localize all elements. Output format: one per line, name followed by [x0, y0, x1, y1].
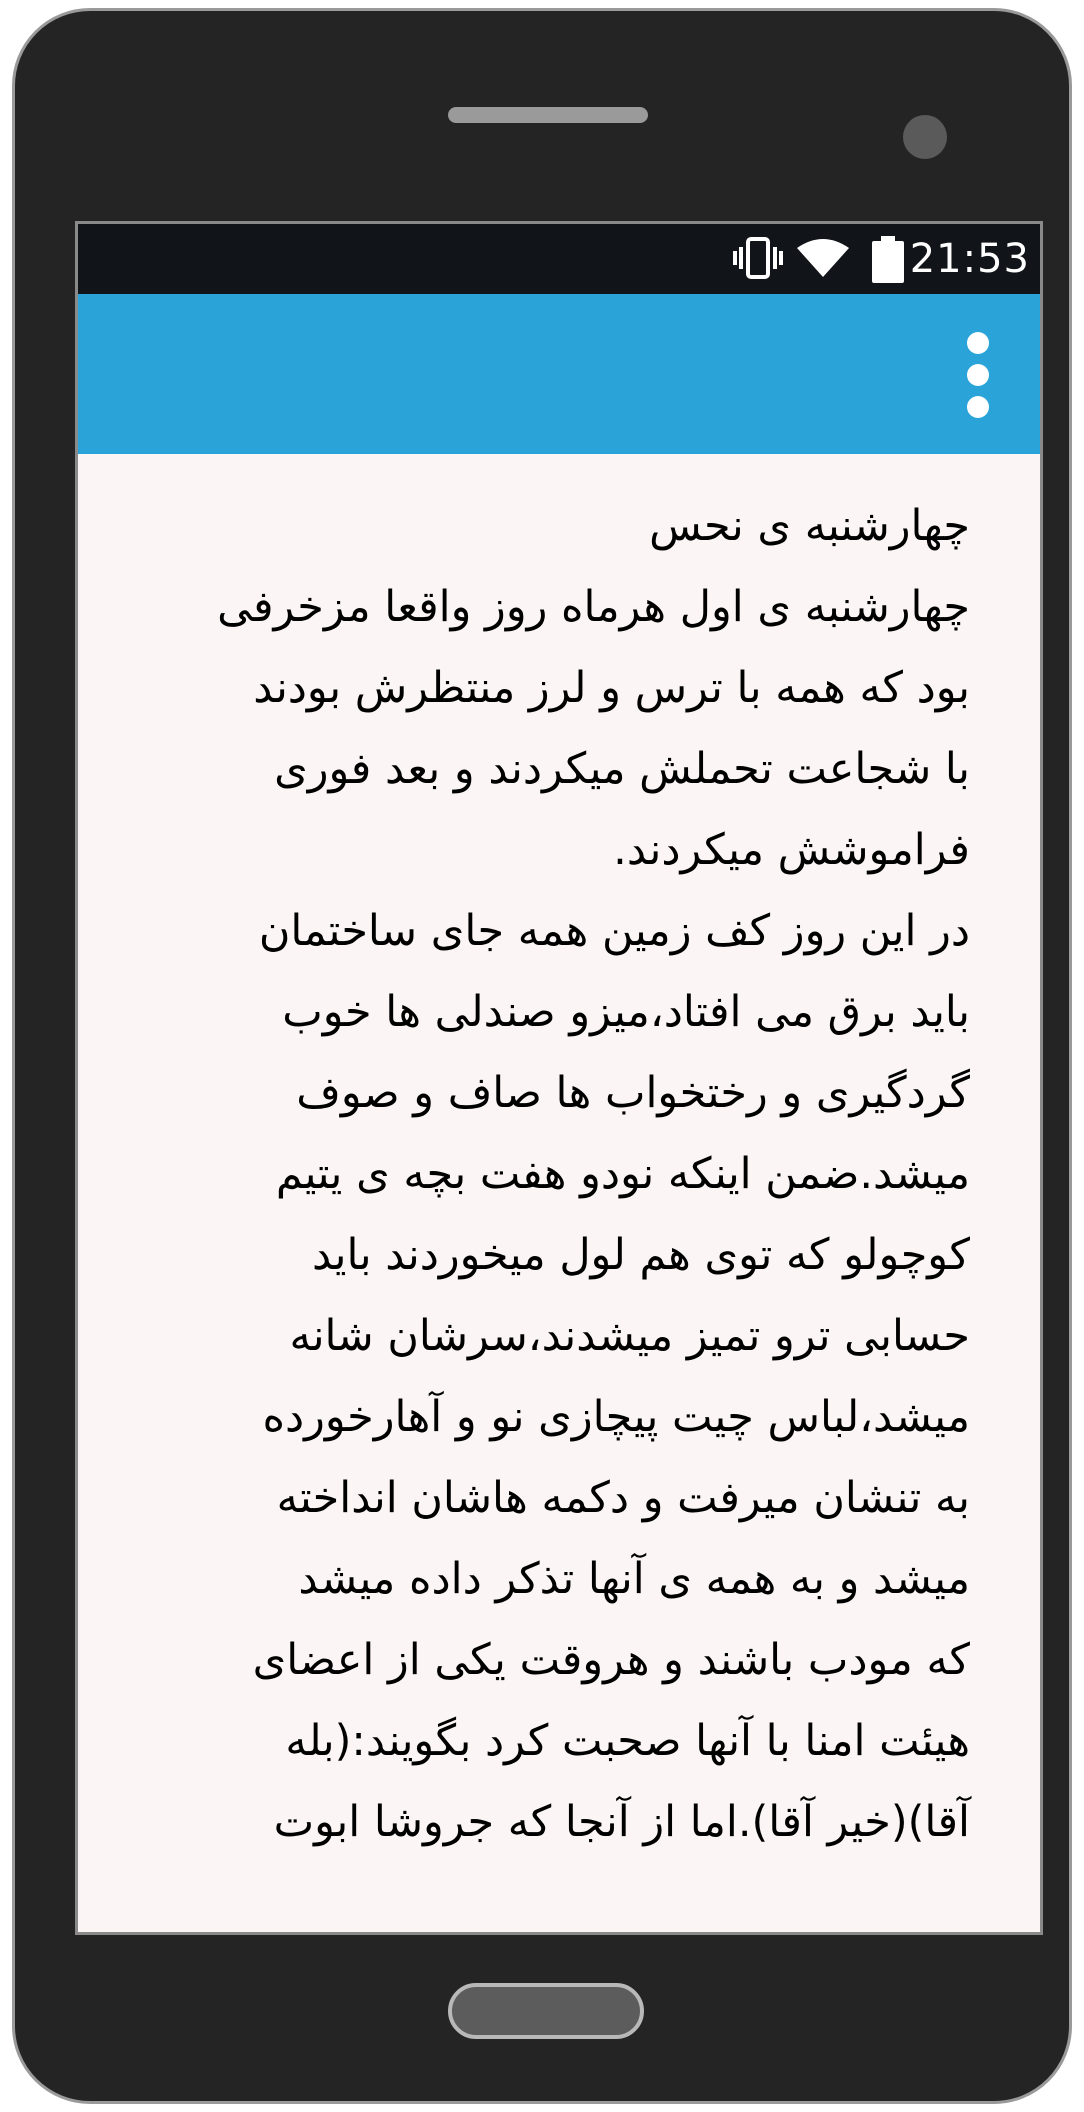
status-bar: [78, 224, 1040, 294]
device-screen: [75, 221, 1043, 1935]
status-time: 21:53: [909, 236, 1030, 282]
article-title: چهارشنبه ی نحس: [649, 501, 970, 551]
article-line: به تنشان میرفت و دکمه هاشان انداخته: [276, 1473, 970, 1523]
article-line: در این روز کف زمین همه جای ساختمان: [258, 906, 970, 956]
article-line: کوچولو که توی هم لول میخوردند باید: [311, 1230, 970, 1280]
article-line: میشد.ضمن اینکه نودو هفت بچه ی یتیم: [275, 1149, 970, 1199]
overflow-dot: [967, 396, 989, 418]
overflow-dot: [967, 332, 989, 354]
battery-icon: [870, 236, 906, 288]
vibrate-icon: [732, 236, 784, 284]
article-line: گردگیری و رختخواب ها صاف و صوف: [296, 1068, 970, 1118]
article-line: میشد و به همه ی آنها تذکر داده میشد: [298, 1554, 970, 1604]
home-button[interactable]: [448, 1983, 644, 2039]
phone-frame: [12, 8, 1072, 2104]
more-vert-icon[interactable]: [962, 332, 994, 418]
article-line: هیئت امنا با آنها صحبت کرد بگویند:(بله: [285, 1716, 970, 1766]
article-line: چهارشنبه ی اول هرماه روز واقعا مزخرفی: [217, 582, 970, 632]
overflow-dot: [967, 364, 989, 386]
front-camera: [903, 115, 947, 159]
article-line: حسابی ترو تمیز میشدند،سرشان شانه: [289, 1311, 970, 1361]
earpiece-speaker: [448, 107, 648, 123]
article-line: با شجاعت تحملش میکردند و بعد فوری: [274, 744, 970, 794]
article-line: فراموشش میکردند.: [613, 825, 970, 875]
article-line: بود که همه با ترس و لرز منتظرش بودند: [253, 663, 970, 713]
wifi-icon: [796, 238, 850, 282]
article-line: که مودب باشند و هروقت یکی از اعضای: [252, 1635, 970, 1685]
app-bar: [78, 294, 1040, 454]
article-body: [158, 486, 970, 1863]
article-line: میشد،لباس چیت پیچازی نو و آهارخورده: [262, 1392, 970, 1442]
article-line: آقا)(خیر آقا).اما از آنجا که جروشا ابوت: [273, 1797, 970, 1847]
article-line: باید برق می افتاد،میزو صندلی ها خوب: [282, 987, 970, 1037]
